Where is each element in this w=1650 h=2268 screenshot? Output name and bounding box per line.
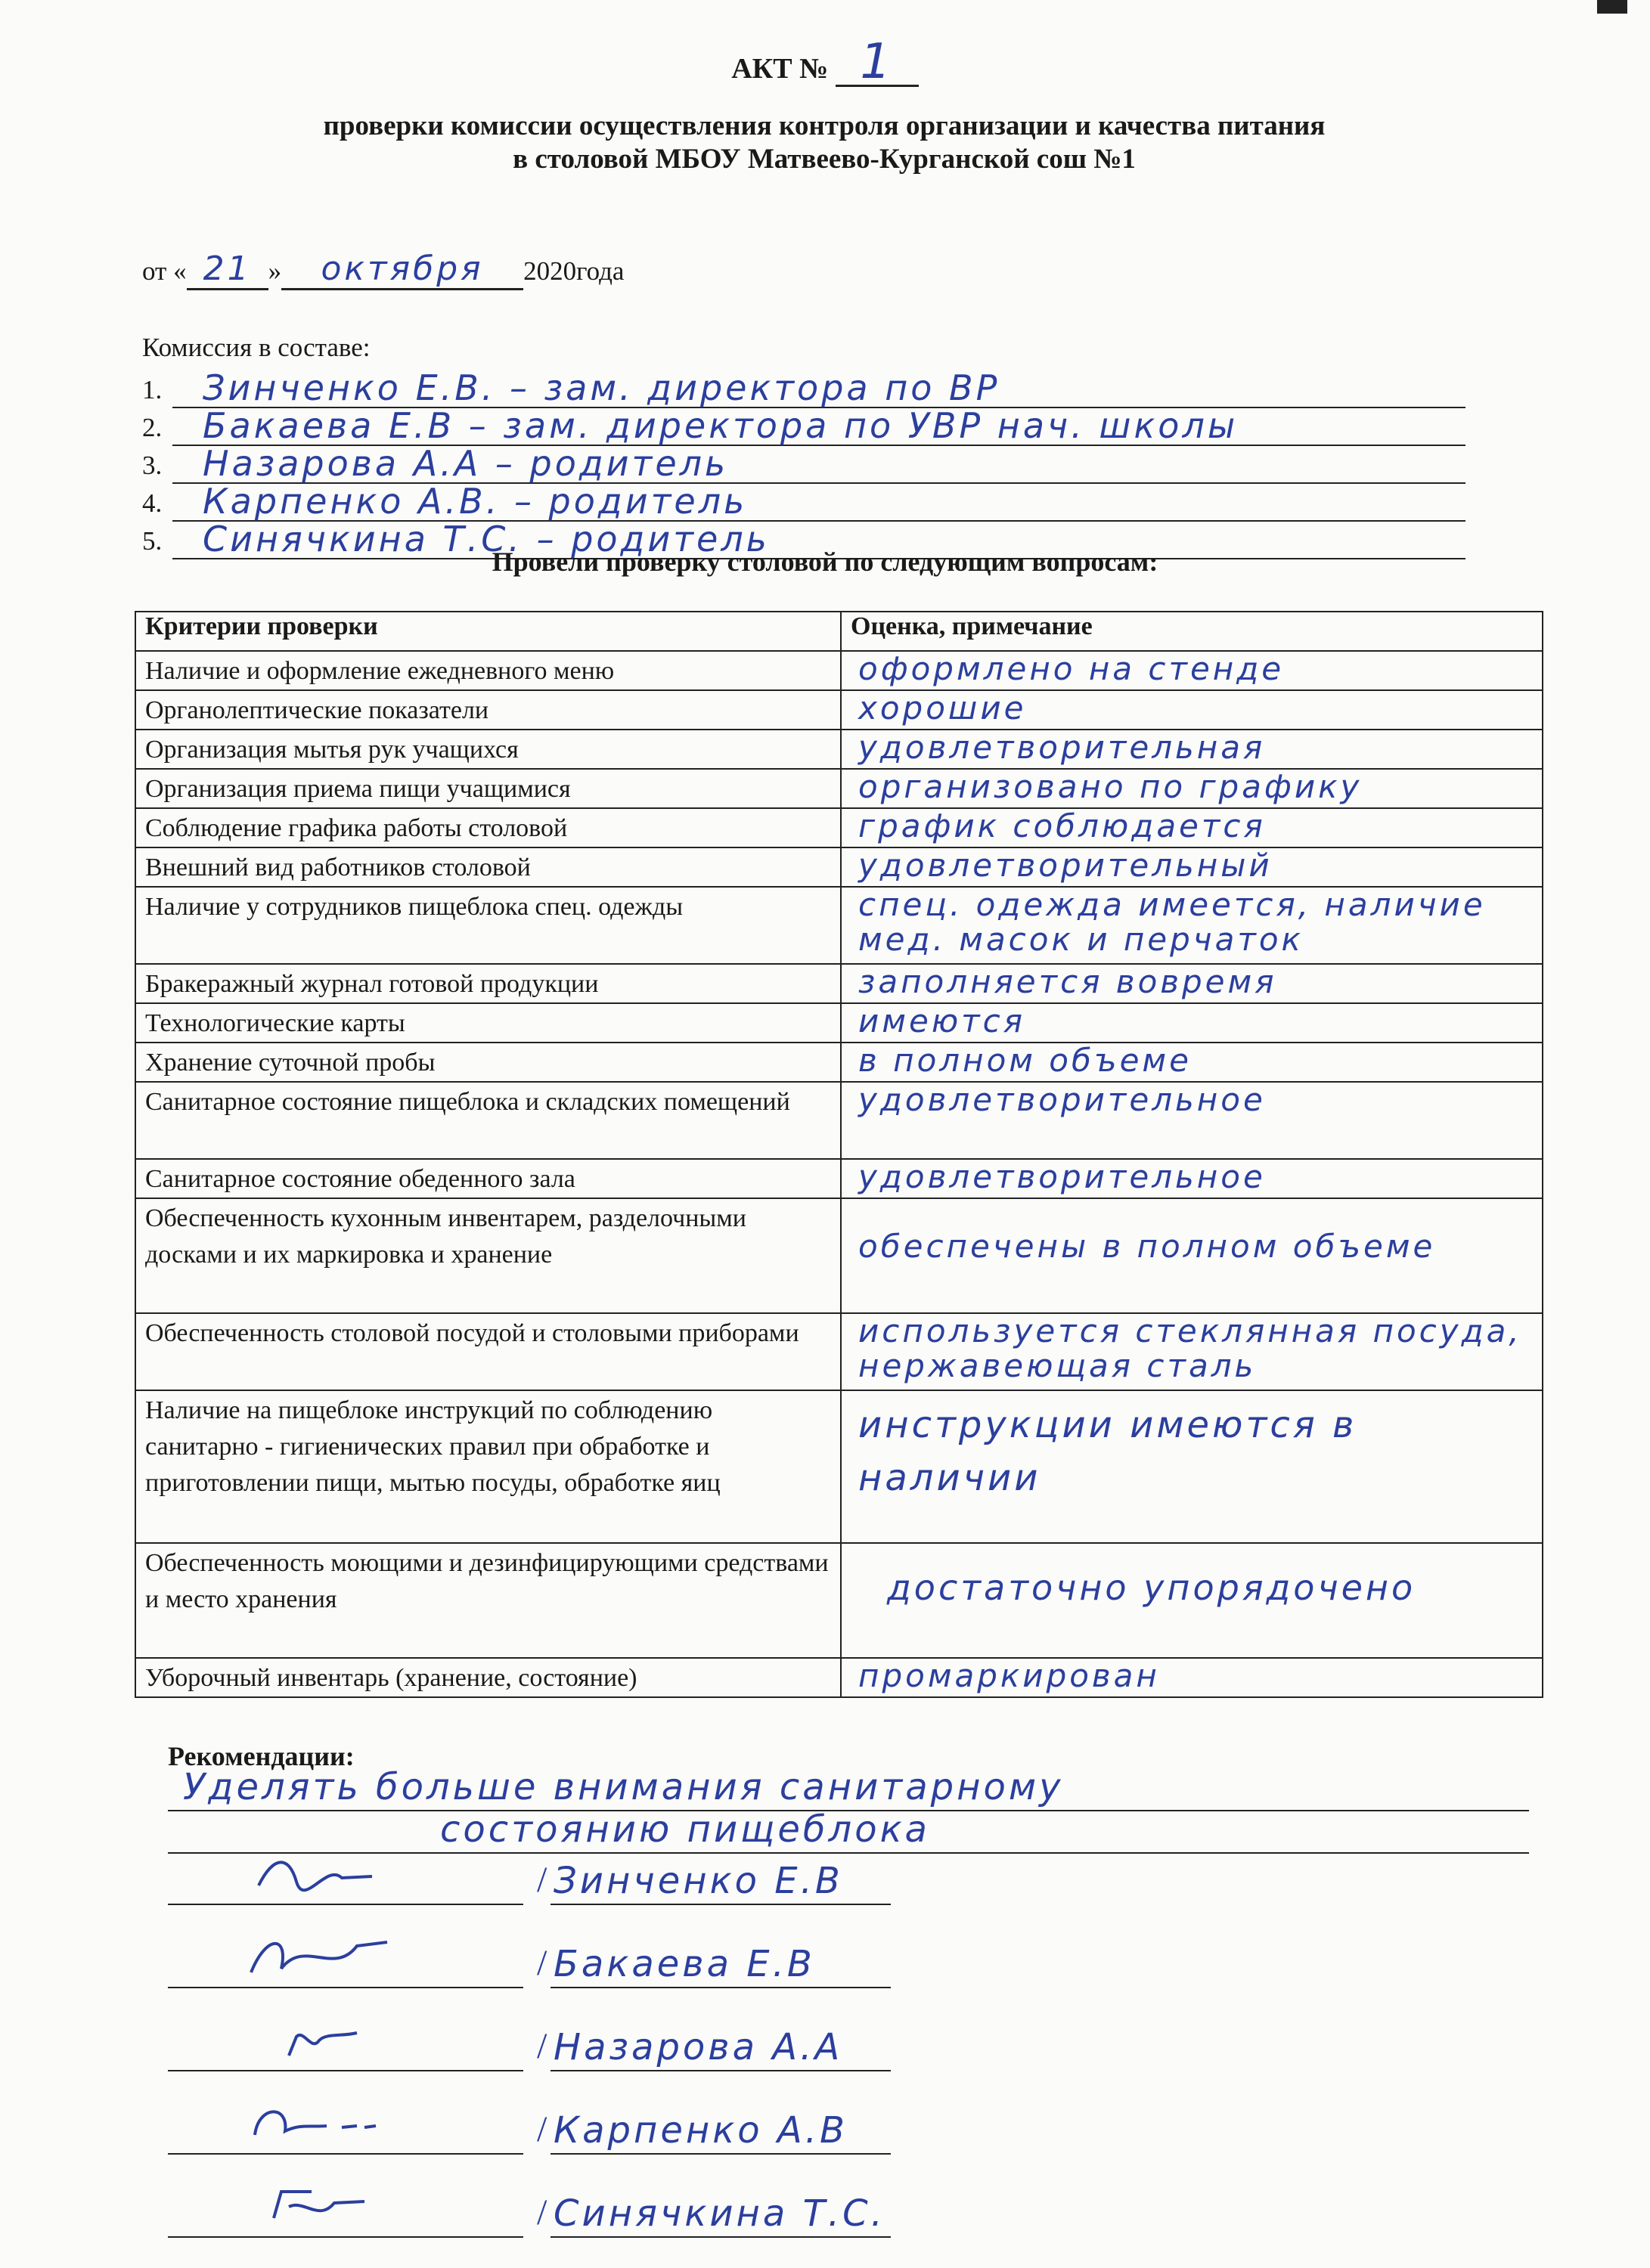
signatory-name: Синячкина Т.С. xyxy=(554,2192,885,2235)
member-number: 4. xyxy=(142,488,163,518)
signature-underline xyxy=(168,2153,523,2155)
criteria-cell: Санитарное состояние пищеблока и складских помещений xyxy=(135,1082,841,1159)
criteria-cell: Соблюдение графика работы столовой xyxy=(135,808,841,847)
signature-mark xyxy=(243,2097,395,2150)
note-cell: удовлетворительное xyxy=(841,1159,1543,1198)
signature-underline xyxy=(168,2236,523,2238)
note-cell: используется стеклянная посуда, нержавеющая сталь xyxy=(841,1313,1543,1390)
table-row xyxy=(135,1159,1543,1198)
criteria-cell: Внешний вид работников столовой xyxy=(135,847,841,887)
name-underline xyxy=(551,1987,891,1988)
criteria-cell: Наличие у сотрудников пищеблока спец. одежды xyxy=(135,887,841,964)
recommendation-text: Уделять больше внимания санитарному xyxy=(183,1766,1064,1808)
separator: / xyxy=(537,1860,547,1900)
note-cell: инструкции имеются в наличии xyxy=(841,1390,1543,1543)
table-row xyxy=(135,651,1543,690)
note-cell: заполняется вовремя xyxy=(841,964,1543,1003)
commission-member xyxy=(142,405,1465,446)
signature-underline xyxy=(168,1904,523,1905)
note-cell: удовлетворительная xyxy=(841,730,1543,769)
table-row xyxy=(135,1390,1543,1543)
signature-mark xyxy=(243,1848,395,1901)
table-row xyxy=(135,1658,1543,1697)
note-cell: удовлетворительное xyxy=(841,1082,1543,1159)
criteria-cell: Наличие и оформление ежедневного меню xyxy=(135,651,841,690)
separator: / xyxy=(537,2026,547,2066)
criteria-table xyxy=(135,611,1543,1698)
scan-corner-mark xyxy=(1597,0,1627,14)
table-row xyxy=(135,1082,1543,1159)
note-cell: имеются xyxy=(841,1003,1543,1043)
subtitle-line-1: проверки комиссии осуществления контроля организации и качества питания xyxy=(323,110,1326,141)
signatory-name: Карпенко А.В xyxy=(554,2109,848,2152)
signature-underline xyxy=(168,1987,523,1988)
signature-mark xyxy=(243,2180,395,2233)
criteria-cell: Организация приема пищи учащимися xyxy=(135,769,841,808)
table-row xyxy=(135,847,1543,887)
date-month: октября xyxy=(281,249,523,290)
name-underline xyxy=(551,1904,891,1905)
act-subtitle xyxy=(121,110,1527,176)
note-cell: график соблюдается xyxy=(841,808,1543,847)
signatory-name: Назарова А.А xyxy=(554,2026,843,2068)
column-header-note: Оценка, примечание xyxy=(841,612,1543,651)
member-value: Синячкина Т.С. – родитель xyxy=(203,519,770,559)
table-row xyxy=(135,964,1543,1003)
signature-row xyxy=(168,1830,1000,1905)
member-value: Назарова А.А – родитель xyxy=(203,443,729,484)
signatory-name: Зинченко Е.В xyxy=(554,1860,843,1902)
act-label: АКТ № xyxy=(731,53,829,85)
signature-mark xyxy=(243,2014,395,2067)
act-number: 1 xyxy=(836,39,919,87)
criteria-cell: Наличие на пищеблоке инструкций по соблюдению санитарно - гигиенических правил при обработке и приготовлении пищи, мытью посуды, обработке яиц xyxy=(135,1390,841,1543)
member-number: 5. xyxy=(142,526,163,556)
name-underline xyxy=(551,2153,891,2155)
recommendation-text: состоянию пищеблока xyxy=(440,1808,930,1851)
name-underline xyxy=(551,2236,891,2238)
member-number: 2. xyxy=(142,413,163,442)
note-cell: хорошие xyxy=(841,690,1543,730)
check-heading: Провели проверку столовой по следующим вопросам: xyxy=(492,547,1158,577)
column-header-criteria: Критерии проверки xyxy=(135,612,841,651)
signature-row xyxy=(168,2079,1000,2155)
table-row xyxy=(135,1043,1543,1082)
commission-member xyxy=(142,443,1465,484)
act-title xyxy=(0,34,1650,90)
note-cell: организовано по графику xyxy=(841,769,1543,808)
date-mid: » xyxy=(268,256,282,286)
member-number: 1. xyxy=(142,375,163,404)
member-value: Карпенко А.В. – родитель xyxy=(203,481,748,522)
table-row xyxy=(135,808,1543,847)
criteria-cell: Технологические карты xyxy=(135,1003,841,1043)
table-row xyxy=(135,887,1543,964)
criteria-cell: Организация мытья рук учащихся xyxy=(135,730,841,769)
commission-label: Комиссия в составе: xyxy=(142,333,371,362)
table-row xyxy=(135,1543,1543,1658)
commission-member xyxy=(142,481,1465,522)
signature-row xyxy=(168,1996,1000,2071)
date-prefix: от « xyxy=(142,256,187,286)
criteria-cell: Обеспеченность моющими и дезинфицирующими средствами и место хранения xyxy=(135,1543,841,1658)
member-value: Бакаева Е.В – зам. директора по УВР нач. школы xyxy=(203,405,1239,446)
note-cell: обеспечены в полном объеме xyxy=(841,1198,1543,1313)
note-cell: удовлетворительный xyxy=(841,847,1543,887)
table-row xyxy=(135,1198,1543,1313)
separator: / xyxy=(537,1943,547,1983)
criteria-cell: Обеспеченность кухонным инвентарем, разделочными досками и их маркировка и хранение xyxy=(135,1198,841,1313)
criteria-cell: Органолептические показатели xyxy=(135,690,841,730)
table-row xyxy=(135,730,1543,769)
signature-mark xyxy=(243,1931,395,1984)
criteria-cell: Уборочный инвентарь (хранение, состояние) xyxy=(135,1658,841,1697)
criteria-cell: Обеспеченность столовой посудой и столовыми приборами xyxy=(135,1313,841,1390)
signatory-name: Бакаева Е.В xyxy=(554,1943,815,1985)
table-row xyxy=(135,1003,1543,1043)
note-cell: оформлено на стенде xyxy=(841,651,1543,690)
separator: / xyxy=(537,2109,547,2149)
table-row xyxy=(135,1313,1543,1390)
date-day: 21 xyxy=(187,249,268,290)
criteria-cell: Бракеражный журнал готовой продукции xyxy=(135,964,841,1003)
separator: / xyxy=(537,2192,547,2232)
signature-underline xyxy=(168,2070,523,2071)
signature-row xyxy=(168,1913,1000,1988)
note-cell: спец. одежда имеется, наличие мед. масок и перчаток xyxy=(841,887,1543,964)
note-cell: в полном объеме xyxy=(841,1043,1543,1082)
table-row xyxy=(135,769,1543,808)
recommendations-label: Рекомендации: xyxy=(168,1741,355,1771)
commission-member xyxy=(142,367,1465,408)
recommendation-line xyxy=(168,1768,1529,1811)
criteria-cell: Хранение суточной пробы xyxy=(135,1043,841,1082)
table-header-row xyxy=(135,612,1543,651)
note-cell: достаточно упорядочено xyxy=(841,1543,1543,1658)
member-value: Зинченко Е.В. – зам. директора по ВР xyxy=(203,367,1000,408)
table-row xyxy=(135,690,1543,730)
date-suffix: 2020года xyxy=(523,256,625,286)
signature-row xyxy=(168,2162,1000,2238)
name-underline xyxy=(551,2070,891,2071)
date-line xyxy=(142,249,624,290)
subtitle-line-2: в столовой МБОУ Матвеево-Курганской сош №1 xyxy=(513,144,1136,175)
criteria-cell: Санитарное состояние обеденного зала xyxy=(135,1159,841,1198)
note-cell: промаркирован xyxy=(841,1658,1543,1697)
member-number: 3. xyxy=(142,451,163,480)
